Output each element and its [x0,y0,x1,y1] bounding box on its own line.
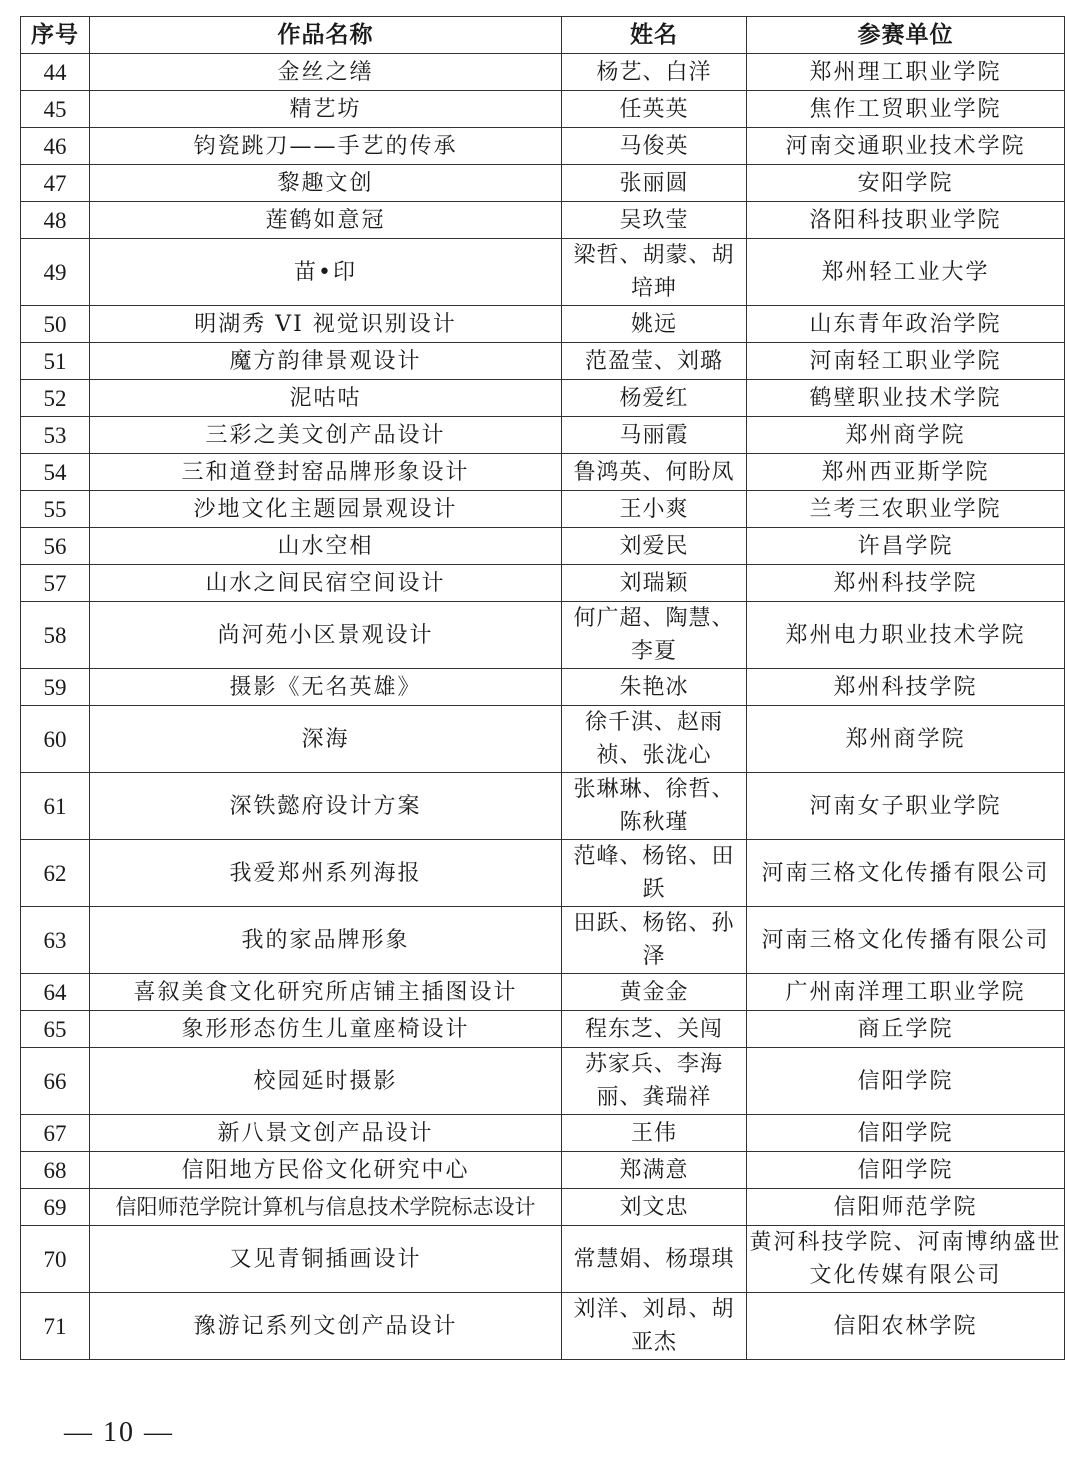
cell-work-title: 莲鹤如意冠 [90,202,562,239]
cell-serial: 66 [21,1048,90,1115]
entries-table [20,16,1065,1360]
cell-unit: 郑州理工职业学院 [747,54,1065,91]
cell-unit: 鹤壁职业技术学院 [747,380,1065,417]
table-row [21,602,1065,669]
cell-work-title: 三和道登封窑品牌形象设计 [90,454,562,491]
table-row [21,417,1065,454]
cell-serial: 59 [21,669,90,706]
cell-serial: 49 [21,239,90,306]
table-row [21,202,1065,239]
cell-name: 王伟 [562,1115,747,1152]
cell-work-title: 明湖秀 VI 视觉识别设计 [90,306,562,343]
cell-serial: 68 [21,1152,90,1189]
cell-unit: 郑州电力职业技术学院 [747,602,1065,669]
cell-work-title: 深铁懿府设计方案 [90,773,562,840]
cell-work-title: 金丝之缮 [90,54,562,91]
cell-serial: 60 [21,706,90,773]
cell-work-title: 泥咕咕 [90,380,562,417]
cell-work-title: 喜叙美食文化研究所店铺主插图设计 [90,974,562,1011]
cell-work-title: 信阳师范学院计算机与信息技术学院标志设计 [90,1189,562,1226]
cell-name: 范盈莹、刘璐 [562,343,747,380]
cell-unit: 信阳学院 [747,1152,1065,1189]
cell-serial: 58 [21,602,90,669]
cell-work-title: 我爱郑州系列海报 [90,840,562,907]
cell-work-title: 校园延时摄影 [90,1048,562,1115]
cell-serial: 44 [21,54,90,91]
table-row [21,306,1065,343]
table-row [21,1226,1065,1293]
cell-work-title: 黎趣文创 [90,165,562,202]
cell-serial: 57 [21,565,90,602]
cell-name: 苏家兵、李海丽、龚瑞祥 [562,1048,747,1115]
cell-serial: 62 [21,840,90,907]
cell-name: 黄金金 [562,974,747,1011]
cell-serial: 46 [21,128,90,165]
cell-name: 张琳琳、徐哲、陈秋瑾 [562,773,747,840]
cell-name: 何广超、陶慧、李夏 [562,602,747,669]
cell-name: 马俊英 [562,128,747,165]
cell-name: 任英英 [562,91,747,128]
cell-name: 刘洋、刘昂、胡亚杰 [562,1293,747,1360]
cell-unit: 许昌学院 [747,528,1065,565]
cell-work-title: 信阳地方民俗文化研究中心 [90,1152,562,1189]
table-row [21,1048,1065,1115]
header-unit: 参赛单位 [747,17,1065,54]
table-row [21,165,1065,202]
cell-work-title: 新八景文创产品设计 [90,1115,562,1152]
cell-work-title: 魔方韵律景观设计 [90,343,562,380]
cell-unit: 焦作工贸职业学院 [747,91,1065,128]
cell-unit: 郑州西亚斯学院 [747,454,1065,491]
header-name: 姓名 [562,17,747,54]
cell-unit: 郑州商学院 [747,706,1065,773]
cell-work-title: 我的家品牌形象 [90,907,562,974]
cell-name: 王小爽 [562,491,747,528]
cell-name: 鲁鸿英、何盼凤 [562,454,747,491]
cell-serial: 51 [21,343,90,380]
table-row [21,1189,1065,1226]
cell-name: 田跃、杨铭、孙泽 [562,907,747,974]
cell-work-title: 深海 [90,706,562,773]
cell-serial: 52 [21,380,90,417]
page-number: — 10 — [64,1417,174,1448]
table-row [21,706,1065,773]
cell-unit: 郑州科技学院 [747,669,1065,706]
cell-unit: 商丘学院 [747,1011,1065,1048]
cell-unit: 兰考三农职业学院 [747,491,1065,528]
cell-name: 杨艺、白洋 [562,54,747,91]
table-row [21,91,1065,128]
cell-serial: 63 [21,907,90,974]
cell-unit: 广州南洋理工职业学院 [747,974,1065,1011]
table-row [21,565,1065,602]
cell-name: 梁哲、胡蒙、胡培珅 [562,239,747,306]
cell-unit: 洛阳科技职业学院 [747,202,1065,239]
cell-unit: 信阳农林学院 [747,1293,1065,1360]
header-work-title: 作品名称 [90,17,562,54]
cell-serial: 65 [21,1011,90,1048]
cell-serial: 55 [21,491,90,528]
cell-serial: 56 [21,528,90,565]
cell-unit: 郑州科技学院 [747,565,1065,602]
cell-unit: 郑州商学院 [747,417,1065,454]
table-header-row [21,17,1065,54]
document-page [20,16,1064,1360]
cell-serial: 48 [21,202,90,239]
table-row [21,1011,1065,1048]
cell-work-title: 又见青铜插画设计 [90,1226,562,1293]
table-row [21,773,1065,840]
cell-work-title: 苗•印 [90,239,562,306]
cell-name: 程东芝、关闯 [562,1011,747,1048]
cell-work-title: 山水之间民宿空间设计 [90,565,562,602]
cell-name: 张丽圆 [562,165,747,202]
cell-unit: 山东青年政治学院 [747,306,1065,343]
cell-serial: 61 [21,773,90,840]
cell-name: 刘文忠 [562,1189,747,1226]
cell-name: 朱艳冰 [562,669,747,706]
cell-unit: 河南轻工职业学院 [747,343,1065,380]
cell-serial: 53 [21,417,90,454]
cell-unit: 黄河科技学院、河南博纳盛世文化传媒有限公司 [747,1226,1065,1293]
table-row [21,1152,1065,1189]
cell-serial: 71 [21,1293,90,1360]
cell-work-title: 沙地文化主题园景观设计 [90,491,562,528]
cell-unit: 信阳学院 [747,1048,1065,1115]
header-serial: 序号 [21,17,90,54]
cell-work-title: 三彩之美文创产品设计 [90,417,562,454]
cell-serial: 70 [21,1226,90,1293]
table-row [21,669,1065,706]
table-row [21,491,1065,528]
cell-serial: 45 [21,91,90,128]
cell-unit: 信阳学院 [747,1115,1065,1152]
cell-name: 姚远 [562,306,747,343]
table-row [21,907,1065,974]
cell-serial: 54 [21,454,90,491]
cell-unit: 郑州轻工业大学 [747,239,1065,306]
cell-work-title: 精艺坊 [90,91,562,128]
cell-unit: 河南女子职业学院 [747,773,1065,840]
cell-work-title: 象形形态仿生儿童座椅设计 [90,1011,562,1048]
cell-work-title: 豫游记系列文创产品设计 [90,1293,562,1360]
table-row [21,454,1065,491]
cell-name: 杨爱红 [562,380,747,417]
cell-serial: 69 [21,1189,90,1226]
table-row [21,1293,1065,1360]
table-row [21,54,1065,91]
cell-name: 刘爱民 [562,528,747,565]
table-body [21,54,1065,1360]
cell-work-title: 钧瓷跳刀——手艺的传承 [90,128,562,165]
cell-name: 吴玖莹 [562,202,747,239]
table-row [21,380,1065,417]
cell-name: 范峰、杨铭、田跃 [562,840,747,907]
table-row [21,528,1065,565]
cell-serial: 47 [21,165,90,202]
cell-work-title: 摄影《无名英雄》 [90,669,562,706]
table-row [21,1115,1065,1152]
cell-serial: 64 [21,974,90,1011]
cell-name: 郑满意 [562,1152,747,1189]
table-row [21,239,1065,306]
table-row [21,343,1065,380]
table-row [21,974,1065,1011]
cell-unit: 河南交通职业技术学院 [747,128,1065,165]
cell-name: 马丽霞 [562,417,747,454]
cell-name: 刘瑞颖 [562,565,747,602]
cell-serial: 50 [21,306,90,343]
cell-name: 常慧娟、杨璟琪 [562,1226,747,1293]
cell-unit: 河南三格文化传播有限公司 [747,907,1065,974]
table-row [21,840,1065,907]
cell-unit: 安阳学院 [747,165,1065,202]
cell-work-title: 山水空相 [90,528,562,565]
cell-work-title: 尚河苑小区景观设计 [90,602,562,669]
table-row [21,128,1065,165]
cell-name: 徐千淇、赵雨祯、张泷心 [562,706,747,773]
cell-unit: 信阳师范学院 [747,1189,1065,1226]
cell-serial: 67 [21,1115,90,1152]
cell-unit: 河南三格文化传播有限公司 [747,840,1065,907]
